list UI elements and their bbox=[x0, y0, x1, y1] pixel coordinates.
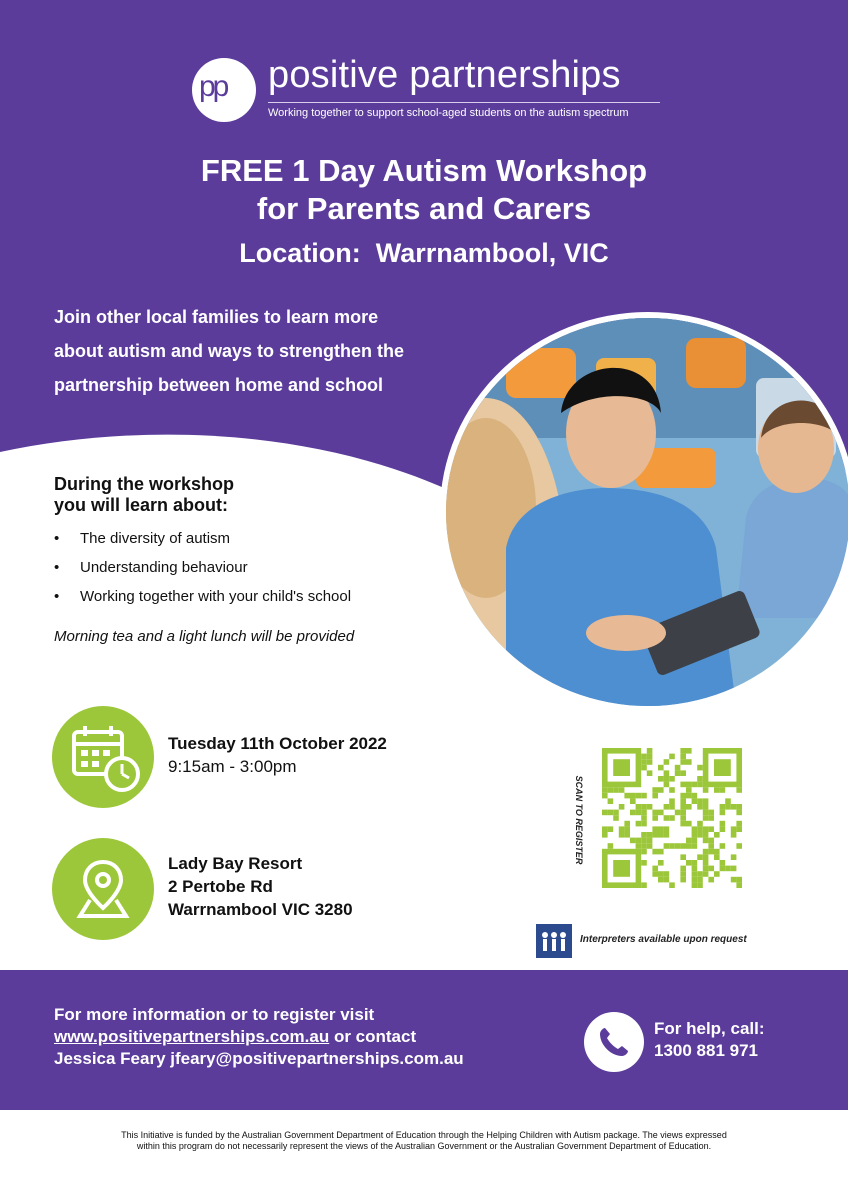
brand-name: positive partnerships bbox=[268, 54, 621, 96]
disclaimer-line2: within this program do not necessarily represent the views of the Australian Government or the Australian Government Department of Education. bbox=[136, 1141, 712, 1151]
phone-badge bbox=[584, 1012, 644, 1072]
logo-mark bbox=[192, 58, 256, 122]
interpreters-text: Interpreters available upon request bbox=[580, 934, 747, 945]
date-icon-badge bbox=[52, 706, 154, 808]
workshop-title-line1: FREE 1 Day Autism Workshop bbox=[200, 153, 648, 188]
list-item: • Understanding behaviour bbox=[54, 559, 351, 588]
workshop-title-line2: for Parents and Carers bbox=[256, 191, 592, 226]
scan-label-wrap bbox=[564, 755, 594, 885]
event-datetime bbox=[168, 732, 387, 778]
venue-street: 2 Pertobe Rd bbox=[168, 877, 273, 896]
venue-suburb: Warrnambool VIC 3280 bbox=[168, 900, 353, 919]
learn-list bbox=[54, 530, 351, 617]
qr-code-icon bbox=[602, 748, 742, 888]
venue-address bbox=[168, 852, 353, 921]
contact-line2 bbox=[54, 1026, 464, 1048]
catering-note: Morning tea and a light lunch will be provided bbox=[54, 628, 355, 645]
help-phone[interactable]: 1300 881 971 bbox=[654, 1041, 758, 1060]
list-item: • The diversity of autism bbox=[54, 530, 351, 559]
contact-info bbox=[54, 1004, 464, 1070]
learn-heading-line1: During the workshop bbox=[54, 474, 234, 494]
help-label: For help, call: bbox=[654, 1019, 765, 1038]
disclaimer-line1: This Initiative is funded by the Australian Government Department of Education through the Helping Children with Autism package. The views expressed bbox=[121, 1130, 727, 1140]
interpreter-icon bbox=[536, 924, 572, 958]
intro-line3: partnership between home and school bbox=[54, 375, 384, 395]
classroom-photo bbox=[440, 312, 848, 712]
intro-text bbox=[54, 300, 474, 402]
website-link[interactable]: www.positivepartnerships.com.au bbox=[54, 1027, 330, 1046]
phone-icon bbox=[584, 1012, 644, 1072]
list-item: • Working together with your child's school bbox=[54, 588, 351, 617]
intro-line1: Join other local families to learn more bbox=[54, 307, 379, 327]
brand-logo bbox=[192, 52, 672, 132]
workshop-location: Location: Warrnambool, VIC bbox=[239, 238, 609, 268]
event-date: Tuesday 11th October 2022 bbox=[168, 734, 387, 753]
brand-tagline: Working together to support school-aged students on the autism spectrum bbox=[268, 107, 629, 119]
event-time: 9:15am - 3:00pm bbox=[168, 757, 297, 776]
intro-line2: about autism and ways to strengthen the bbox=[54, 341, 405, 361]
workshop-title bbox=[0, 152, 848, 228]
logo-mark-text: pp bbox=[199, 70, 227, 103]
contact-line3: Jessica Feary jfeary@positivepartnerships.com.au bbox=[54, 1049, 464, 1068]
venue-icon-badge bbox=[52, 838, 154, 940]
help-contact bbox=[654, 1018, 765, 1062]
calendar-clock-icon bbox=[52, 706, 154, 808]
qr-code[interactable] bbox=[602, 748, 742, 888]
contact-line2-suffix: or contact bbox=[329, 1027, 417, 1046]
venue-name: Lady Bay Resort bbox=[168, 854, 303, 873]
funding-disclaimer bbox=[44, 1130, 804, 1152]
learn-heading bbox=[54, 474, 234, 516]
scan-label: SCAN TO REGISTER bbox=[574, 775, 584, 865]
contact-line1: For more information or to register visit bbox=[54, 1005, 375, 1024]
logo-divider bbox=[268, 102, 660, 103]
interpreters-notice bbox=[536, 924, 786, 958]
learn-heading-line2: you will learn about: bbox=[54, 495, 229, 515]
map-pin-icon bbox=[52, 838, 154, 940]
